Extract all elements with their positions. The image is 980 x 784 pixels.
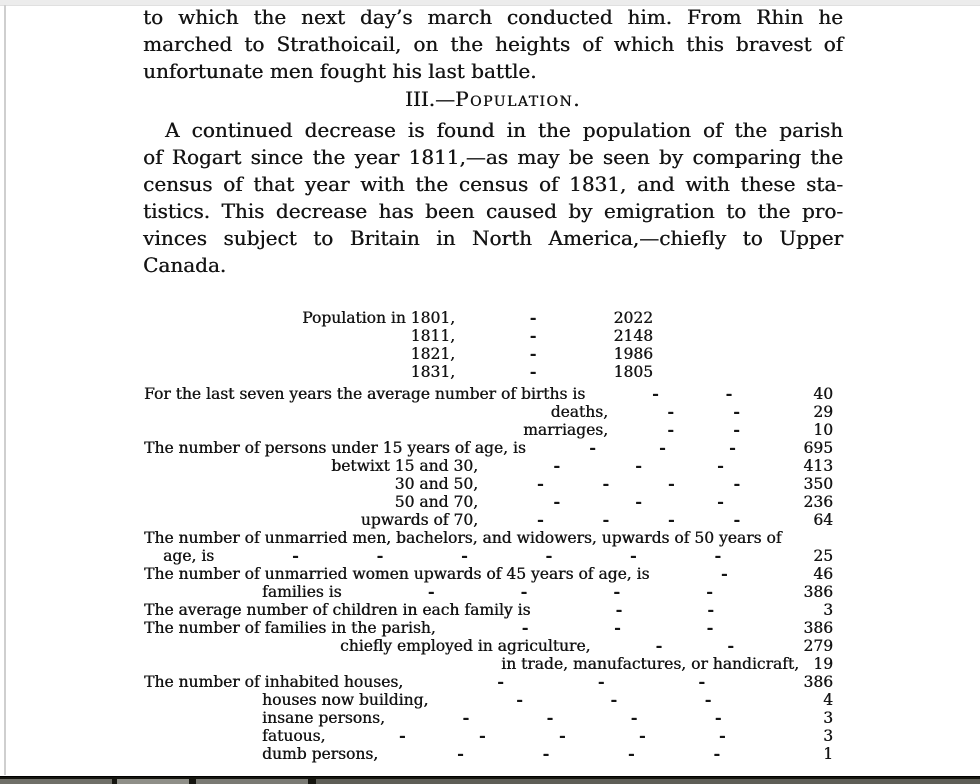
leader-dash: - [478,727,486,745]
taskbar-segment [117,779,189,784]
dash-leader [325,727,799,745]
leader-dash: - [529,327,537,345]
stat-label: age, is [163,547,215,565]
window-left-edge [4,5,6,775]
dash-leader [478,493,799,511]
taskbar-segment [316,779,980,784]
stat-value: 2148 [613,327,653,345]
leader-dash: - [553,457,560,475]
leader-dash: - [652,385,659,403]
dash-leader [608,421,799,439]
population-row [144,345,653,363]
stat-label: The number of families in the parish, [144,619,436,637]
leader-dash: - [721,565,728,583]
dash-leader [478,511,799,529]
leader-dash: - [707,601,714,619]
stat-value: 46 [813,565,833,583]
leader-dash: - [529,363,537,381]
section-number: III.— [404,87,456,111]
stat-label: The number of persons under 15 years of age, is [144,439,526,457]
leader-dash: - [706,583,713,601]
text-line: vinces subject to Britain in North America,—chiefly to Upper [143,226,843,250]
dash-leader [455,309,611,327]
stat-row [144,511,833,529]
paragraph-population [143,117,843,279]
dash-leader [455,327,611,345]
stat-value: 10 [813,421,833,439]
stat-value: 695 [803,439,833,457]
leader-dash: - [516,691,523,709]
stat-row [144,385,833,403]
stat-label: The average number of children in each family is [144,601,531,619]
dash-leader [526,439,799,457]
leader-dash: - [667,421,674,439]
leader-dash: - [668,475,675,493]
stat-label: 1831, [410,363,455,381]
leader-dash: - [704,691,712,709]
stat-label: upwards of 70, [360,511,478,529]
dash-leader [478,457,799,475]
leader-dash: - [729,439,736,457]
dash-leader [436,619,799,637]
stat-label: Population in 1801, [302,309,455,327]
leader-dash: - [614,619,621,637]
stat-label: betwixt 15 and 30, [331,457,478,475]
stat-label: 1811, [410,327,455,345]
stat-row [144,745,833,763]
leader-dash: - [521,619,529,637]
text-line: Canada. [143,253,227,277]
text-line: A continued decrease is found in the population of the parish [165,118,843,142]
text-line: tistics. This decrease has been caused by emigration to the pro- [143,199,843,223]
taskbar-segment [0,779,112,784]
stat-row [144,475,833,493]
stat-row [144,655,833,673]
stat-row [144,601,833,619]
leader-dash: - [733,421,740,439]
leader-dash: - [292,547,299,565]
stat-label: families is [262,583,342,601]
stat-label: The number of unmarried women upwards of 45 years of age, is [144,565,650,583]
leader-dash: - [602,511,609,529]
leader-dash: - [542,745,550,763]
stat-value: 25 [813,547,833,565]
leader-dash: - [537,475,544,493]
population-table [144,309,653,381]
leader-dash: - [717,457,724,475]
stat-value: 40 [813,385,833,403]
stat-row [144,673,833,691]
leader-dash: - [537,511,544,529]
stat-value: 1805 [613,363,653,381]
stat-label: marriages, [523,421,608,439]
text-line: to which the next day’s march conducted him. From Rhin he [143,5,843,29]
stat-label: The number of unmarried men, bachelors, and widowers, upwards of 50 years of [144,529,782,547]
leader-dash: - [610,691,617,709]
dash-leader [385,709,799,727]
taskbar-edge [0,776,980,784]
leader-dash: - [714,709,722,727]
leader-dash: - [655,637,663,655]
text-line: of Rogart since the year 1811,—as may be seen by comparing the [143,145,843,169]
stat-label: insane persons, [262,709,385,727]
dash-leader [590,637,799,655]
leader-dash: - [613,583,620,601]
stat-label: 30 and 50, [394,475,478,493]
population-row [144,363,653,381]
section-heading [143,87,843,111]
stat-label: 1821, [410,345,455,363]
leader-dash: - [427,583,435,601]
stat-label: For the last seven years the average number of births is [144,385,586,403]
dash-leader [403,673,799,691]
stat-value: 386 [803,673,833,691]
stat-row [144,619,833,637]
stat-row [144,691,833,709]
taskbar-segment [196,779,308,784]
leader-dash: - [733,511,740,529]
stat-row [144,403,833,421]
leader-dash: - [668,511,675,529]
leader-dash: - [597,673,605,691]
stat-label: deaths, [550,403,608,421]
dash-leader [342,583,799,601]
stat-value: 3 [823,601,833,619]
paragraph-continuation [143,4,843,85]
leader-dash: - [630,709,638,727]
dash-leader [378,745,799,763]
stat-value: 64 [813,511,833,529]
stat-row [144,565,833,583]
stat-row [144,637,833,655]
leader-dash: - [457,745,464,763]
dash-leader [608,403,799,421]
stat-row [144,583,833,601]
leader-dash: - [659,439,666,457]
population-row [144,327,653,345]
stat-row [144,457,833,475]
population-row [144,309,653,327]
section-title: Population. [455,87,582,111]
leader-dash: - [546,709,554,727]
leader-dash: - [529,309,537,327]
stat-value: 19 [813,655,833,673]
stat-value: 29 [813,403,833,421]
stat-row [144,529,833,547]
stat-value: 386 [803,619,833,637]
stat-row [144,727,833,745]
leader-dash: - [589,439,596,457]
stat-label: houses now building, [262,691,429,709]
leader-dash: - [602,475,609,493]
stat-label: fatuous, [262,727,326,745]
stat-value: 1 [823,745,833,763]
dash-leader [649,565,799,583]
leader-dash: - [638,727,646,745]
statistics-list [144,385,833,763]
leader-dash: - [558,727,566,745]
leader-dash: - [630,547,637,565]
text-line: census of that year with the census of 1831, and with these sta- [143,172,843,196]
dash-leader [585,385,799,403]
leader-dash: - [376,547,384,565]
leader-dash: - [529,345,537,363]
stat-row [144,493,833,511]
dash-leader [455,345,611,363]
dash-leader [428,691,799,709]
leader-dash: - [727,637,734,655]
leader-dash: - [698,673,705,691]
leader-dash: - [733,475,740,493]
leader-dash: - [497,673,504,691]
stat-row [144,709,833,727]
stat-value: 2022 [613,309,653,327]
stat-row [144,421,833,439]
text-line: marched to Strathoicail, on the heights of which this bravest of [143,32,843,56]
stat-value: 350 [803,475,833,493]
leader-dash: - [635,493,642,511]
stat-label: in trade, manufactures, or handicraft, [501,655,799,673]
text-line: unfortunate men fought his last battle. [143,59,537,83]
stat-label: 50 and 70, [394,493,478,511]
leader-dash: - [713,745,720,763]
stat-label: dumb persons, [262,745,379,763]
leader-dash: - [667,403,674,421]
stat-value: 3 [823,709,833,727]
leader-dash: - [635,457,642,475]
leader-dash: - [706,619,713,637]
leader-dash: - [398,727,406,745]
leader-dash: - [545,547,552,565]
stat-value: 386 [803,583,833,601]
leader-dash: - [553,493,560,511]
dash-leader [530,601,799,619]
leader-dash: - [615,601,623,619]
leader-dash: - [461,547,468,565]
leader-dash: - [520,583,528,601]
stat-value: 236 [803,493,833,511]
stat-row [144,439,833,457]
leader-dash: - [628,745,635,763]
dash-leader [478,475,799,493]
leader-dash: - [733,403,740,421]
stat-value: 1986 [613,345,653,363]
stat-value: 413 [803,457,833,475]
stat-value: 279 [803,637,833,655]
stat-value: 4 [823,691,833,709]
leader-dash: - [717,493,724,511]
stat-row [144,547,833,565]
dash-leader [214,547,799,565]
leader-dash: - [725,385,733,403]
stat-label: The number of inhabited houses, [144,673,404,691]
leader-dash: - [718,727,726,745]
dash-leader [455,363,611,381]
stat-label: chiefly employed in agriculture, [340,637,591,655]
stat-value: 3 [823,727,833,745]
leader-dash: - [714,547,721,565]
leader-dash: - [462,709,469,727]
